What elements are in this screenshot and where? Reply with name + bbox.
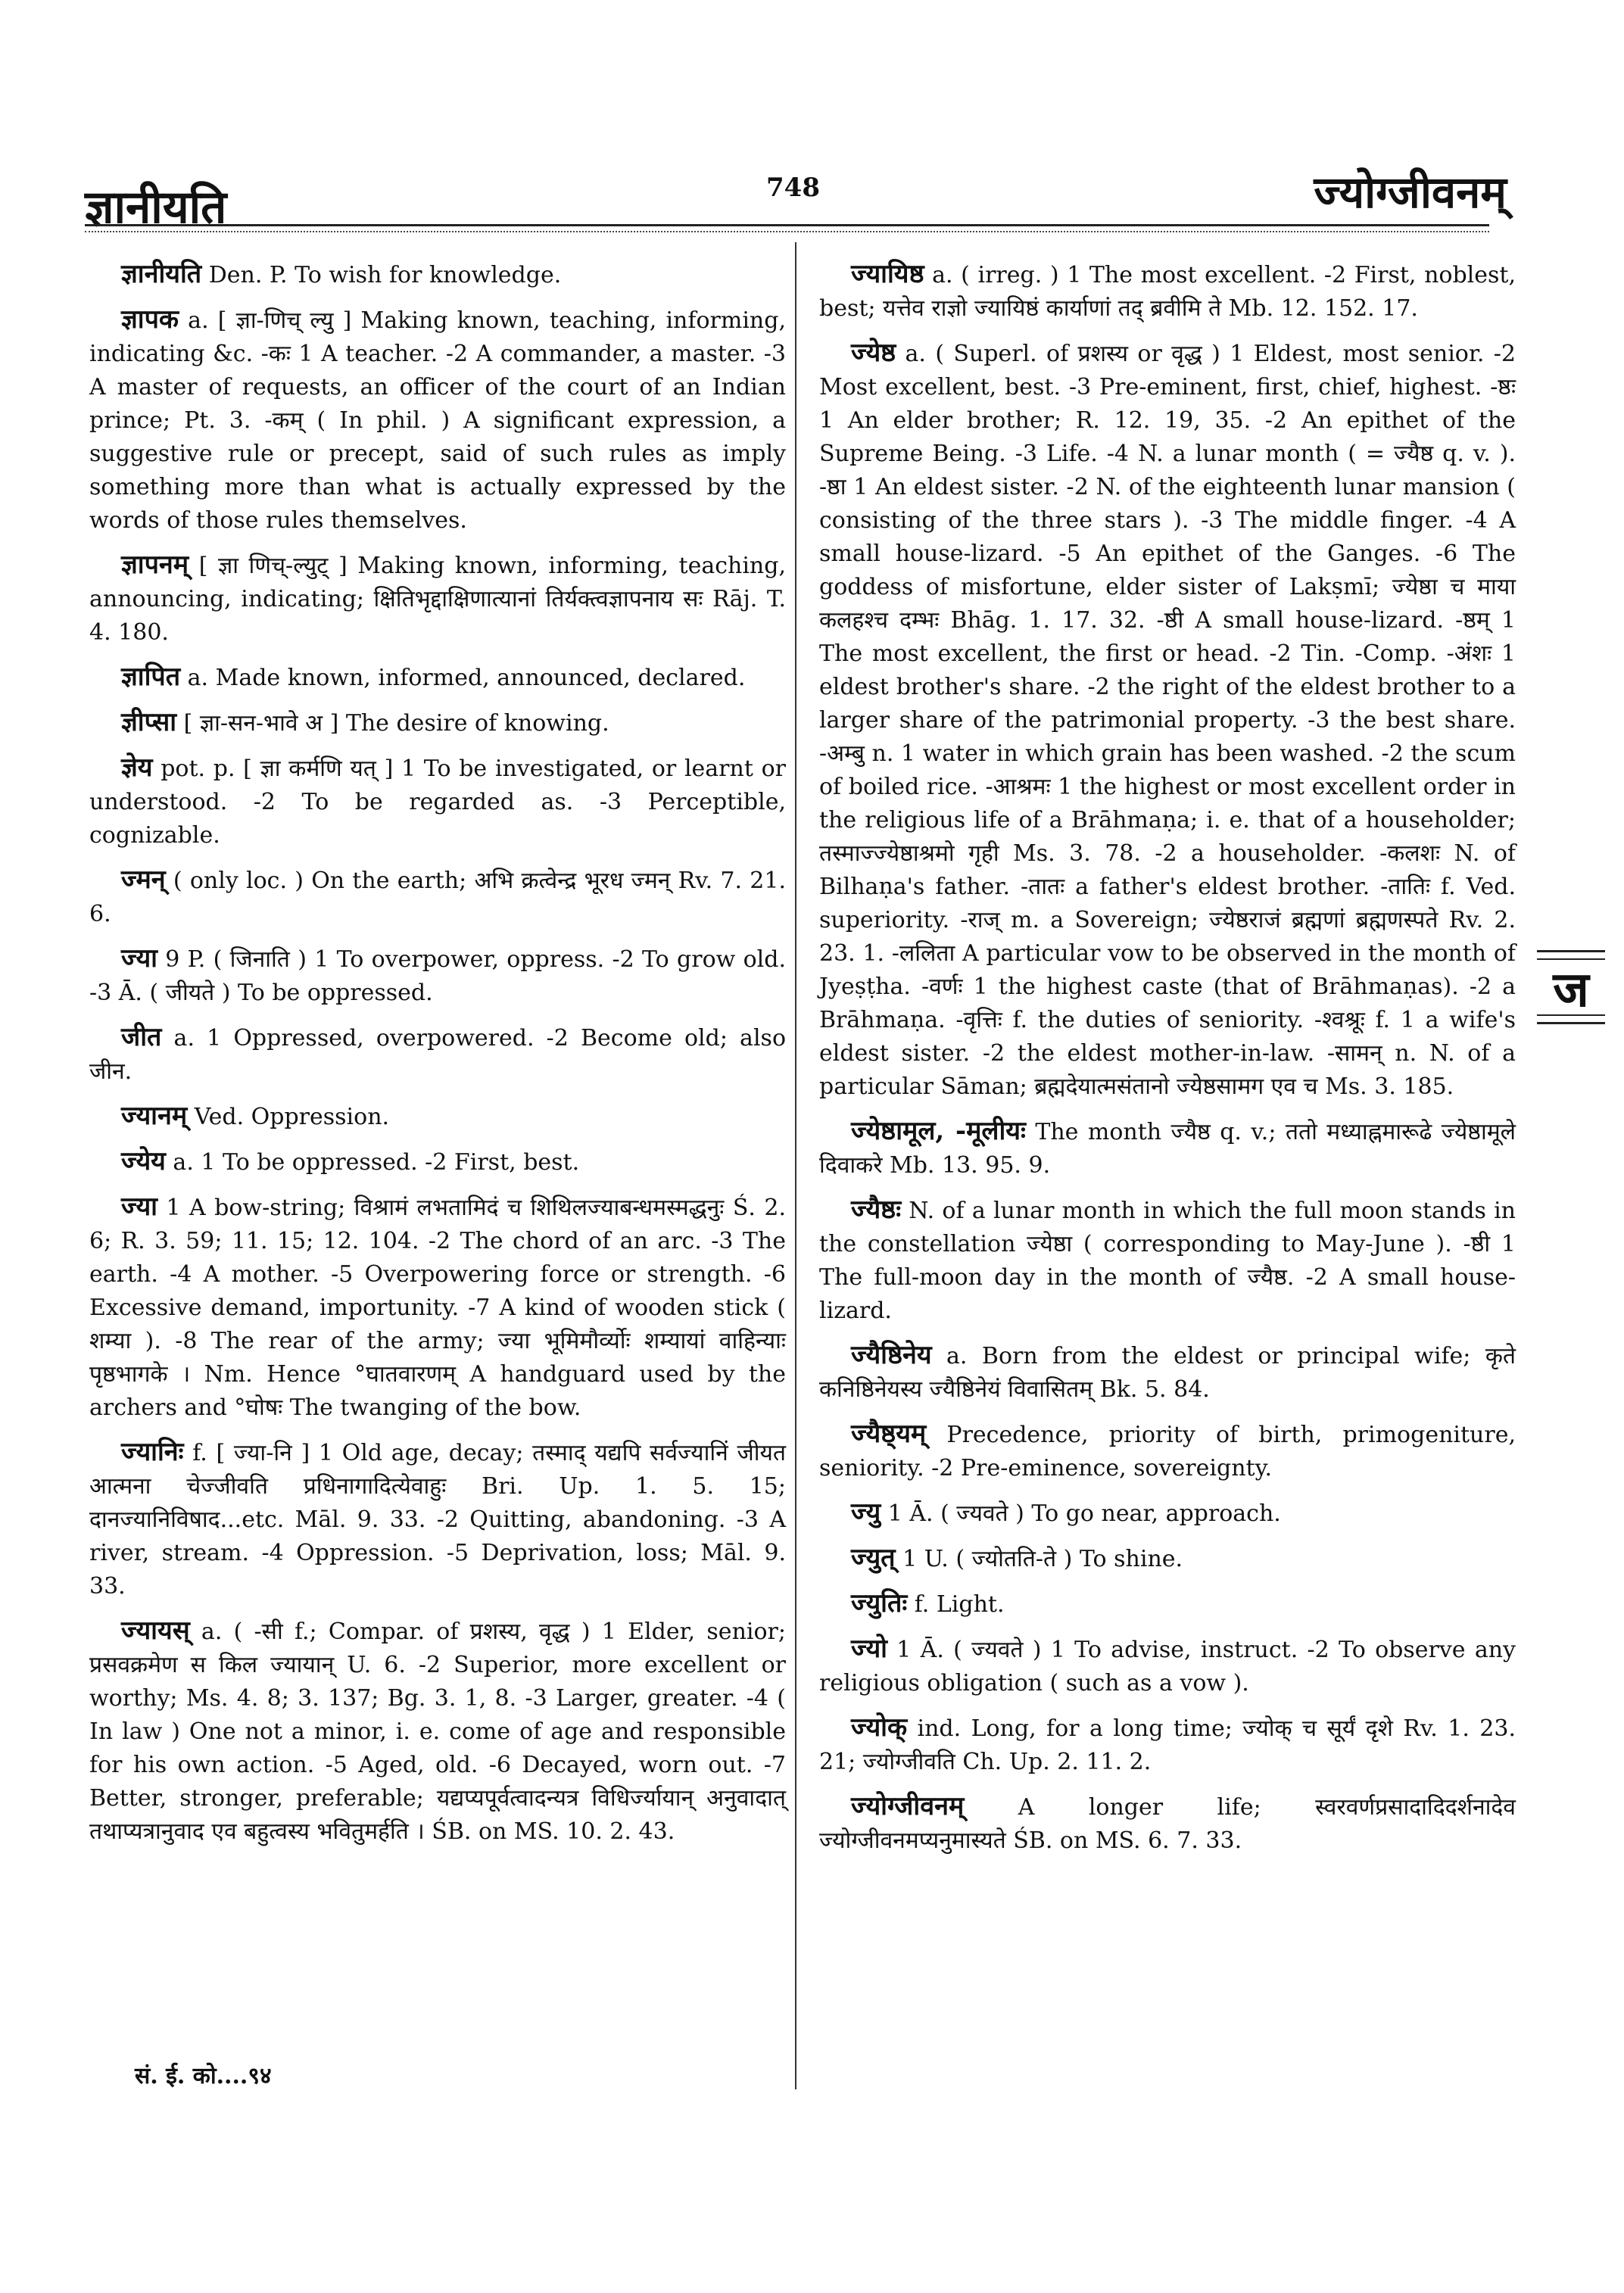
dictionary-entry [89, 1614, 786, 1849]
entry-definition: a. ( irreg. ) 1 The most excellent. -2 First, noblest, best; यत्तेव राज्ञो ज्यायिष्ठं कार्याणां तद् ब्रवीमि ते Mb. 12. 152. 17. [819, 262, 1516, 322]
dictionary-entry [819, 1711, 1516, 1779]
dictionary-entry [89, 303, 786, 537]
entry-headword: ज्यैष्ठ्यम् [851, 1419, 927, 1449]
dictionary-entry [819, 1338, 1516, 1407]
header-rule [85, 224, 1489, 226]
entry-headword: ज्ञापक [121, 304, 179, 335]
right-column [819, 257, 1516, 1868]
entry-headword: ज्या [121, 943, 157, 974]
entry-headword: ज्यैष्ठः [851, 1195, 902, 1225]
entry-definition: f. [ ज्या-नि ] 1 Old age, decay; तस्माद् यद्यपि सर्वज्यानिं जीयत आत्मना चेज्जीवति प्रधिनागादित्येवाहुः Bri. Up. 1. 5. 15; दानज्यानिविषाद...etc. Māl. 9. 33. -2 Quitting, abandoning. -3 A river, stream. -4 Oppression. -5 Deprivation, loss; Māl. 9. 33. [89, 1440, 786, 1600]
entry-headword: ज्येष्ठ [851, 338, 896, 368]
dictionary-entry [819, 336, 1516, 1104]
dictionary-entry [89, 1020, 786, 1089]
entry-definition: a. 1 To be oppressed. -2 First, best. [165, 1149, 580, 1176]
entry-headword: ज्ञानीयति [121, 259, 202, 289]
thumb-index-tab: ज [1537, 950, 1605, 1024]
entry-headword: ज्यो [851, 1634, 887, 1664]
entry-definition: 1 Ā. ( ज्यवते ) To go near, approach. [881, 1500, 1281, 1527]
entry-definition: Den. P. To wish for knowledge. [201, 262, 562, 288]
entry-headword: ज्या [121, 1192, 157, 1222]
footer-signature: सं. ई. को....९४ [135, 2063, 272, 2089]
entry-definition: Precedence, priority of birth, primogeniture, seniority. -2 Pre-eminence, sovereignty. [819, 1422, 1516, 1481]
entry-headword: ज्ञेय [121, 752, 153, 783]
page-number: 748 [766, 173, 820, 203]
entry-definition: ( only loc. ) On the earth; अभि क्रत्वेन्द्र भूरध ज्मन् Rv. 7. 21. 6. [89, 868, 786, 927]
entry-headword: ज्योग्जीवनम् [851, 1791, 965, 1821]
entry-headword: ज्ञापनम् [121, 550, 189, 580]
dictionary-entry [819, 1496, 1516, 1531]
dictionary-entry [89, 548, 786, 650]
dictionary-entry [89, 1099, 786, 1134]
left-column [89, 257, 786, 1859]
dictionary-entry [819, 257, 1516, 326]
entry-headword: ज्येष्ठामूल, -मूलीयः [851, 1116, 1026, 1146]
entry-definition: ind. Long, for a long time; ज्योक् च सूर्यं दृशे Rv. 1. 23. 21; ज्योग्जीवति Ch. Up. 2. 11. 2. [819, 1715, 1516, 1775]
entry-headword: ज्यानम् [121, 1101, 188, 1131]
entry-headword: ज्येय [121, 1146, 166, 1176]
dictionary-entry [819, 1541, 1516, 1576]
entry-headword: ज्यैष्ठिनेय [851, 1340, 932, 1370]
entry-definition: pot. p. [ ज्ञा कर्मणि यत् ] 1 To be investigated, or learnt or understood. -2 To be regarded as. -3 Perceptible, cognizable. [89, 756, 786, 849]
entry-headword: ज्यायस् [121, 1615, 190, 1646]
entry-headword: ज्ञीप्सा [121, 707, 177, 737]
entry-definition: 9 P. ( जिनाति ) 1 To overpower, oppress. -2 To grow old. -3 Ā. ( जीयते ) To be oppressed. [89, 946, 786, 1006]
entry-definition: [ ज्ञा-सन-भावे अ ] The desire of knowing. [176, 710, 609, 737]
entry-headword: ज्युतिः [851, 1588, 908, 1618]
entry-headword: ज्यु [851, 1497, 881, 1528]
entry-definition: Ved. Oppression. [187, 1104, 390, 1130]
dictionary-entry [89, 660, 786, 695]
dictionary-entry [819, 1114, 1516, 1182]
entry-headword: ज्यानिः [121, 1437, 184, 1467]
entry-definition: 1 A bow-string; विश्रामं लभतामिदं च शिथिलज्याबन्धमस्मद्धनुः Ś. 2. 6; R. 3. 59; 11. 15; 12. 104. -2 The chord of an arc. -3 The earth. -4 A mother. -5 Overpowering force or strength. -6 Excessive demand, importunity. -7 A kind of wooden stick ( शम्या ). -8 The rear of the army; ज्या भूमिमौर्व्योः शम्यायां वाहिन्याः पृष्ठभागके । Nm. Hence °घातवारणम् A handguard used by the archers and °घोषः The twanging of the bow. [89, 1195, 786, 1421]
entry-definition: N. of a lunar month in which the full moon stands in the constellation ज्येष्ठा ( corresponding to May-June ). -ष्ठी 1 The full-moon day in the month of ज्यैष्ठ. -2 A small house-lizard. [819, 1198, 1516, 1324]
header-dotted-rule [85, 231, 1489, 232]
dictionary-entry [89, 863, 786, 931]
entry-headword: ज्ञापित [121, 662, 181, 692]
entry-headword: ज्यायिष्ठ [851, 259, 924, 289]
dictionary-entry [819, 1587, 1516, 1622]
entry-headword: जीत [121, 1022, 162, 1052]
entry-definition: 1 U. ( ज्योतति-ते ) To shine. [895, 1546, 1183, 1572]
entry-definition: The month ज्यैष्ठ q. v.; ततो मध्याह्नमारूढे ज्येष्ठामूले दिवाकरे Mb. 13. 95. 9. [819, 1119, 1516, 1179]
dictionary-entry [89, 751, 786, 852]
entry-headword: ज्मन् [121, 865, 166, 895]
dictionary-entry [89, 942, 786, 1010]
column-divider [795, 242, 796, 2089]
dictionary-entry [89, 257, 786, 292]
entry-definition: a. ( -सी f.; Compar. of प्रशस्य, वृद्ध ) 1 Elder, senior; प्रसवक्रमेण स किल ज्यायान् U. 6. -2 Superior, more excellent or worthy; Ms. 4. 8; 3. 137; Bg. 3. 1, 8. -3 Larger, greater. -4 ( In law ) One not a minor, i. e. come of age and responsible for his own action. -5 Aged, old. -6 Decayed, worn out. -7 Better, stronger, preferable; यद्यप्यपूर्वत्वादन्यत्र विधिर्ज्यायान् अनुवादात् तथाप्यत्रानुवाद एव बहुत्वस्य भवितुमर्हति । ŚB. on MS. 10. 2. 43. [89, 1618, 786, 1845]
dictionary-entry [819, 1790, 1516, 1858]
dictionary-entry [89, 1190, 786, 1425]
dictionary-entry [819, 1193, 1516, 1328]
dictionary-entry [89, 1435, 786, 1603]
entry-headword: ज्युत् [851, 1543, 896, 1573]
entry-definition: a. ( Superl. of प्रशस्य or वृद्ध ) 1 Eldest, most senior. -2 Most excellent, best. -3 Pre-eminent, first, chief, highest. -ष्ठः 1 An elder brother; R. 12. 19, 35. -2 An epithet of the Supreme Being. -3 Life. -4 N. a lunar month ( = ज्यैष्ठ q. v. ). -ष्ठा 1 An eldest sister. -2 N. of the eighteenth lunar mansion ( consisting of the three stars ). -3 The middle finger. -4 A small house-lizard. -5 An epithet of the Ganges. -6 The goddess of misfortune, elder sister of Lakṣmī; ज्येष्ठा च माया कलहश्च दम्भः Bhāg. 1. 17. 32. -ष्ठी A small house-lizard. -ष्ठम् 1 The most excellent, the first or head. -2 Tin. -Comp. -अंशः 1 eldest brother's share. -2 the right of the eldest brother to a larger share of the patrimonial property. -3 the best share. -अम्बु n. 1 water in which grain has been washed. -2 the scum of boiled rice. -आश्रमः 1 the highest or most excellent order in the religious life of a Brāhmaṇa; i. e. that of a householder; तस्माज्ज्येष्ठाश्रमो गृही Ms. 3. 78. -2 a householder. -कलशः N. of Bilhaṇa's father. -तातः a father's eldest brother. -तातिः f. Ved. superiority. -राज् m. a Sovereign; ज्येष्ठराजं ब्रह्मणां ब्रह्मणस्पते Rv. 2. 23. 1. -ललिता A particular vow to be observed in the month of Jyeṣṭha. -वर्णः 1 the highest caste (that of Brāhmaṇas). -2 a Brāhmaṇa. -वृत्तिः f. the duties of seniority. -श्वश्रूः f. 1 a wife's eldest sister. -2 the eldest mother-in-law. -सामन् n. N. of a particular Sāman; ब्रह्मदेयात्मसंतानो ज्येष्ठसामग एव च Ms. 3. 185. [819, 341, 1516, 1100]
entry-definition: a. Born from the eldest or principal wife; कृते कनिष्ठिनेयस्य ज्यैष्ठिनेयं विवासितम् Bk. 5. 84. [819, 1343, 1516, 1403]
entry-definition: [ ज्ञा णिच्-ल्युट् ] Making known, informing, teaching, announcing, indicating; क्षितिभृद्दाक्षिणात्यानां तिर्यक्त्वज्ञापनाय सः Rāj. T. 4. 180. [89, 553, 786, 646]
header-right-word: ज्योग्जीवनम् [1314, 167, 1507, 218]
dictionary-entry [819, 1417, 1516, 1485]
entry-definition: A longer life; स्वरवर्णप्रसादादिदर्शनादेव ज्योग्जीवनमप्यनुमास्यते ŚB. on MS. 6. 7. 33. [819, 1794, 1516, 1854]
dictionary-entry [89, 1145, 786, 1179]
header-left-word: ज्ञानीयति [85, 181, 227, 234]
entry-definition: f. Light. [907, 1591, 1005, 1618]
entry-definition: a. [ ज्ञा-णिच् ल्यु ] Making known, teaching, informing, indicating &c. -कः 1 A teacher. -2 A commander, a master. -3 A master of requests, an officer of the court of an Indian prince; Pt. 3. -कम् ( In phil. ) A significant expression, a suggestive rule or precept, said of such rules as imply something more than what is actually expressed by the words of those rules themselves. [89, 307, 786, 534]
dictionary-entry [819, 1632, 1516, 1700]
entry-definition: 1 Ā. ( ज्यवते ) 1 To advise, instruct. -2 To observe any religious obligation ( such as a vow ). [819, 1637, 1516, 1696]
entry-definition: a. 1 Oppressed, overpowered. -2 Become old; also जीन. [89, 1025, 786, 1085]
entry-headword: ज्योक् [851, 1712, 908, 1743]
entry-definition: a. Made known, informed, announced, declared. [180, 665, 746, 691]
dictionary-entry [89, 706, 786, 740]
